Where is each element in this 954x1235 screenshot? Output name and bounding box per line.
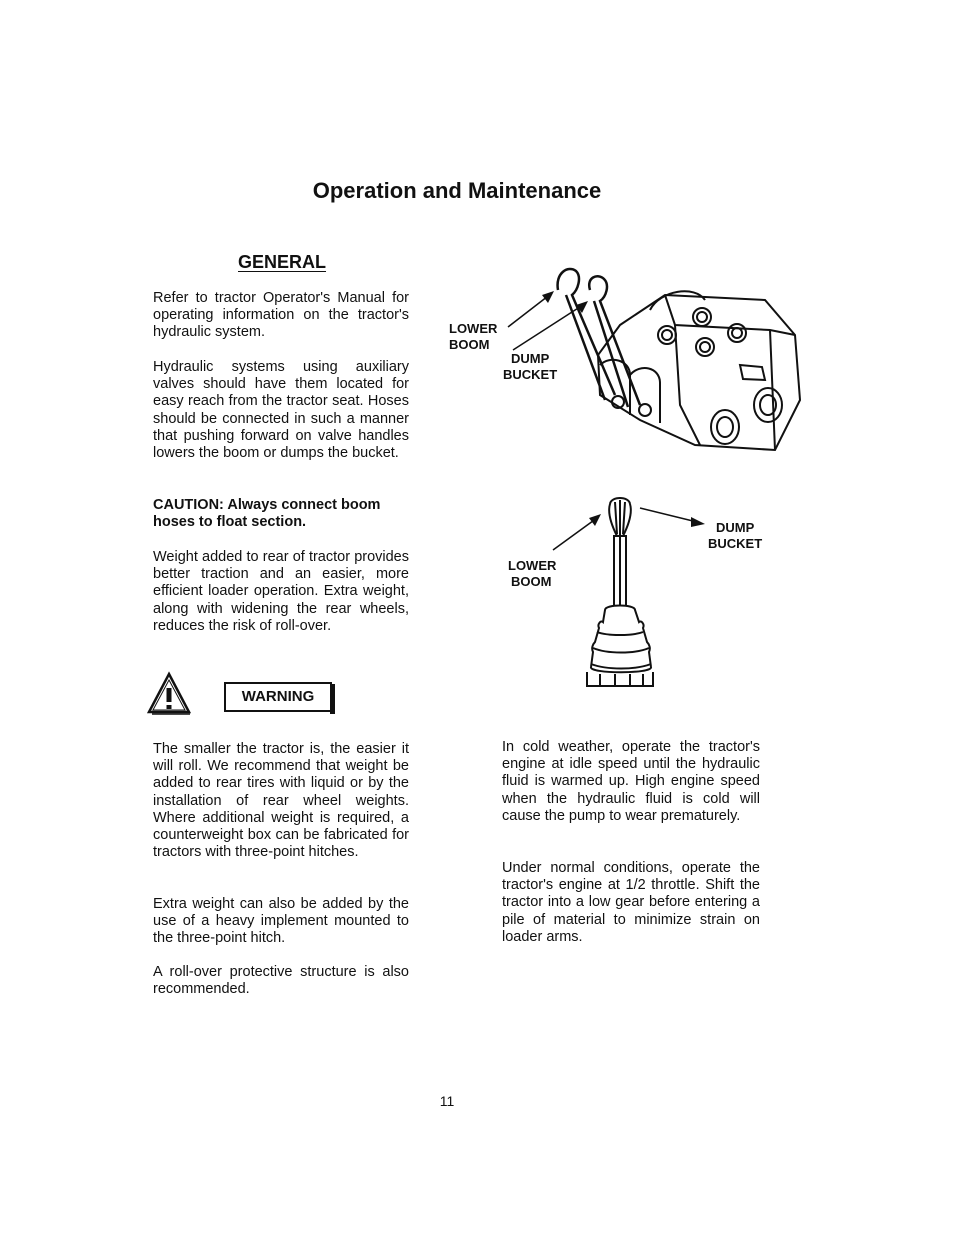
warning-label-shadow	[330, 684, 335, 714]
caution-note: CAUTION: Always connect boom hoses to float section.	[153, 497, 381, 531]
general-paragraph-2: Hydraulic systems using auxiliary valves should have them located for easy reach from the tractor seat. Hoses should be connected in such a manner that pushing forward on valve handles lowers the boom or dumps the bucket.	[153, 359, 409, 462]
warning-paragraph-1: The smaller the tractor is, the easier it will roll. We recommend that weight be added to rear tires with liquid or by the installation of rear wheel weights. Where additional weight is required, a counterweight box can be fabricated for tractors with three-point hitches.	[153, 741, 409, 861]
valve-label-dump-bucket: DUMP BUCKET	[503, 351, 558, 382]
warning-paragraph-2: Extra weight can also be added by the use of a heavy implement mounted to the three-point hitch.	[153, 896, 409, 947]
general-paragraph-1: Refer to tractor Operator's Manual for operating information on the tractor's hydraulic system.	[153, 290, 409, 341]
section-heading-general: GENERAL	[238, 252, 327, 272]
valve-label-lower-boom: LOWER BOOM	[449, 321, 498, 352]
page-title: Operation and Maintenance	[312, 178, 602, 203]
page-number: 11	[439, 1093, 455, 1109]
cold-weather-paragraph: In cold weather, operate the tractor's engine at idle speed until the hydraulic fluid is warmed up. High engine speed when the hydraulic fluid is cold will cause the pump to wear prematurely.	[502, 739, 760, 824]
joystick-label-lower-boom: LOWER BOOM	[508, 558, 557, 589]
warning-triangle-icon	[146, 670, 192, 716]
general-paragraph-3: Weight added to rear of tractor provides better traction and an easier, more efficient loader operation. Extra weight, along with widening the rear wheels, reduces the risk of roll-over.	[153, 549, 409, 634]
warning-paragraph-3: A roll-over protective structure is also recommended.	[153, 964, 409, 998]
joystick-label-dump-bucket: DUMP BUCKET	[708, 520, 763, 551]
normal-operation-paragraph: Under normal conditions, operate the tractor's engine at 1/2 throttle. Shift the tractor into a low gear before entering a pile of material to minimize strain on loader arms.	[502, 860, 760, 945]
warning-label: WARNING	[224, 682, 332, 712]
